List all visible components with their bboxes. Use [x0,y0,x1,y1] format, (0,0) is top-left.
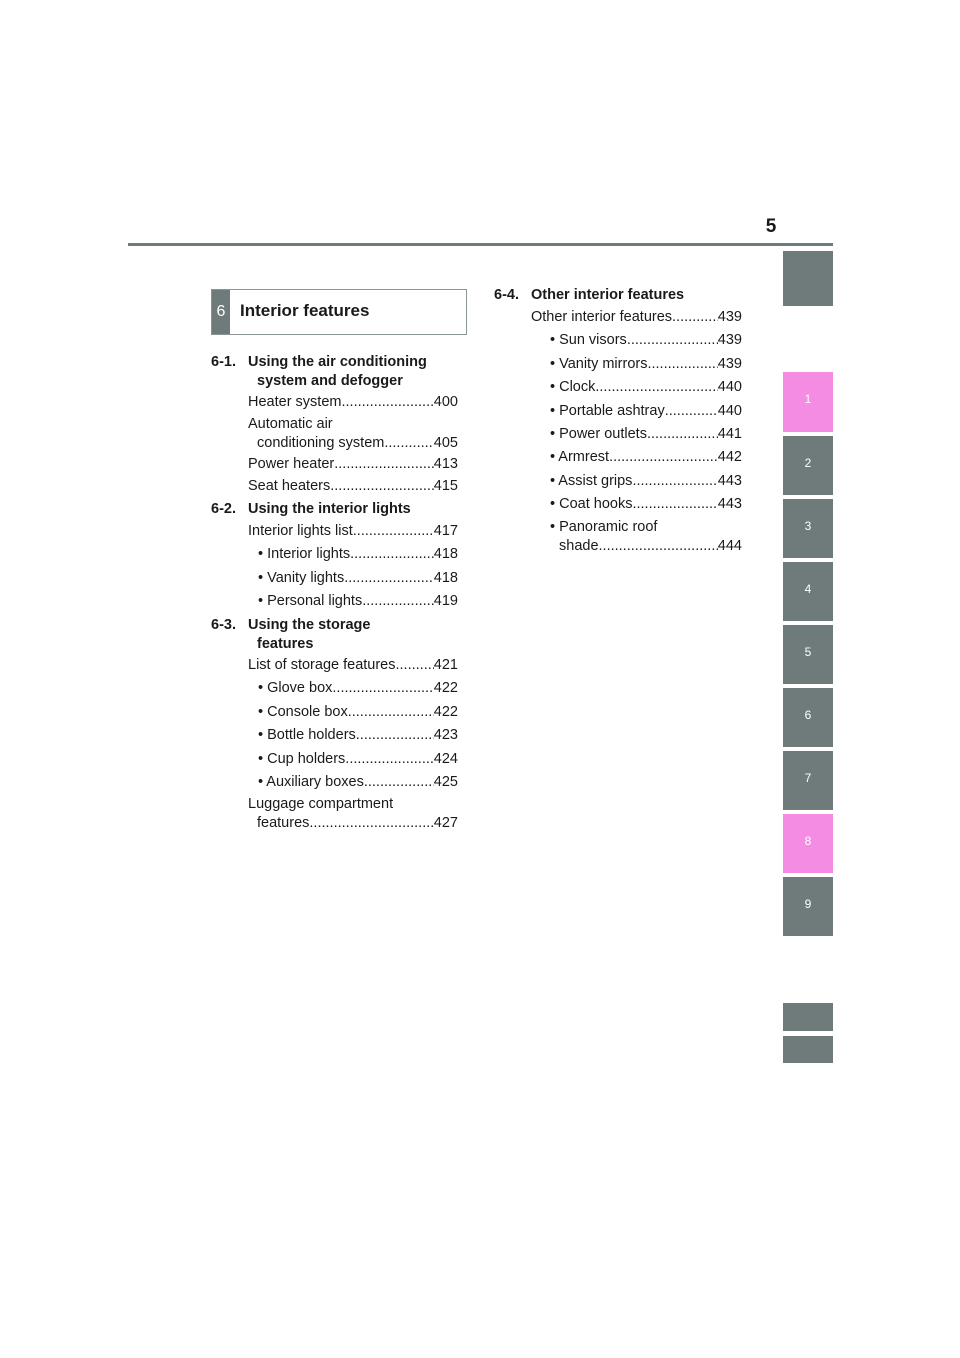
chapter-tab-label: 7 [804,770,812,785]
toc-entry[interactable] [550,402,742,421]
entry-title: • Vanity mirrors [550,356,648,372]
entry-page: 421 [433,657,458,673]
chapter-tab-label: 2 [804,455,812,470]
entry-title: Other interior features [531,309,673,325]
entry-page: 419 [433,593,458,609]
entry-page: 405 [433,435,458,451]
subsection-number: 6-1. [211,354,236,370]
chapter-tab-blank-index2[interactable] [783,1036,833,1063]
entry-page: 439 [717,309,742,325]
entry-title: • Coat hooks [550,496,633,512]
toc-entry[interactable] [248,522,458,541]
entry-page: 417 [433,523,458,539]
chapter-tab-label: 4 [804,581,812,596]
entry-title: • Power outlets [550,426,647,442]
chapter-tab-7[interactable] [783,751,833,810]
toc-entry[interactable] [550,472,742,491]
subsection-heading[interactable] [211,353,458,391]
toc-entry[interactable] [258,679,458,698]
chapter-tab-label: 5 [804,644,812,659]
entry-page: 440 [717,379,742,395]
entry-title: • Personal lights [258,593,363,609]
entry-title: Automatic air [248,416,333,432]
entry-page: 439 [717,356,742,372]
toc-entry[interactable] [258,545,458,564]
subsection-number: 6-3. [211,617,236,633]
entry-page: 418 [433,570,458,586]
toc-entry[interactable] [258,592,458,611]
toc-entry[interactable] [550,331,742,350]
chapter-tab-2[interactable] [783,436,833,495]
entry-title: Seat heaters [248,478,331,494]
subsection-number: 6-2. [211,501,236,517]
toc-entry[interactable] [248,455,458,474]
entry-page: 422 [433,680,458,696]
subsection-heading[interactable] [211,500,458,519]
entry-page: 423 [433,727,458,743]
toc-entry[interactable] [258,726,458,745]
entry-page: 443 [717,496,742,512]
entry-title: • Sun visors [550,332,627,348]
entry-title: • Auxiliary boxes [258,774,364,790]
header-rule [128,243,833,246]
entry-title: • Console box [258,704,348,720]
chapter-tab-8[interactable] [783,814,833,873]
entry-title: Heater system [248,394,342,410]
entry-title: List of storage features [248,657,396,673]
toc-entry[interactable] [248,415,458,453]
section-title: Interior features [240,301,370,320]
chapter-tab-label: 1 [804,392,812,406]
chapter-tab-label: 9 [804,896,812,911]
entry-page: 444 [717,538,742,554]
toc-entry[interactable] [550,518,742,556]
subsection-title: Other interior features [531,287,685,303]
chapter-tab-blank-index1[interactable] [783,1003,833,1031]
toc-entry[interactable] [550,378,742,397]
entry-title: • Interior lights [258,546,351,562]
entry-title: • Cup holders [258,751,346,767]
section-header [211,289,467,335]
entry-title-cont: shade [559,538,599,554]
entry-page: 415 [433,478,458,494]
page-number: 5 [765,216,777,237]
entry-title: • Armrest [550,449,610,465]
subsection-title-cont: system and defogger [257,373,403,389]
subsection-heading[interactable] [211,616,458,654]
toc-entry[interactable] [550,448,742,467]
entry-page: 440 [717,403,742,419]
chapter-tab-1[interactable] [783,372,833,432]
subsection-heading[interactable] [494,286,742,305]
toc-entry[interactable] [258,750,458,769]
toc-entry[interactable] [258,703,458,722]
entry-page: 442 [717,449,742,465]
subsection-number: 6-4. [494,287,519,303]
toc-entry[interactable] [258,569,458,588]
chapter-tab-label: 3 [804,518,812,533]
entry-title: • Clock [550,379,596,395]
entry-page: 443 [717,473,742,489]
subsection-title: Using the storage [248,617,371,633]
entry-title: Luggage compartment [248,796,394,812]
entry-title: • Bottle holders [258,727,356,743]
entry-page: 418 [433,546,458,562]
entry-title: • Portable ashtray [550,403,665,419]
entry-page: 441 [717,426,742,442]
chapter-tab-9[interactable] [783,877,833,936]
toc-entry[interactable] [248,477,458,496]
entry-page: 400 [433,394,458,410]
entry-page: 427 [433,815,458,831]
chapter-tab-label: 6 [804,707,812,722]
toc-entry[interactable] [531,308,742,327]
entry-page: 422 [433,704,458,720]
entry-title: Power heater [248,456,335,472]
section-number: 6 [212,290,230,334]
toc-entry[interactable] [248,656,458,675]
chapter-tab-6[interactable] [783,688,833,747]
toc-entry[interactable] [258,773,458,792]
chapter-tab-label: 8 [804,833,812,848]
chapter-tab-5[interactable] [783,625,833,684]
chapter-tab-blank-top[interactable] [783,251,833,306]
subsection-title: Using the interior lights [248,501,411,517]
entry-title: Interior lights list [248,523,353,539]
entry-page: 425 [433,774,458,790]
entry-page: 439 [717,332,742,348]
toc-entry[interactable] [248,795,458,833]
chapter-tab-4[interactable] [783,562,833,621]
entry-title-cont: features [257,815,310,831]
subsection-title-cont: features [257,636,314,652]
toc-entry[interactable] [550,425,742,444]
subsection-title: Using the air conditioning [248,354,427,370]
entry-title: • Vanity lights [258,570,345,586]
entry-title: • Glove box [258,680,333,696]
toc-entry[interactable] [550,495,742,514]
toc-entry[interactable] [248,393,458,412]
toc-entry[interactable] [550,355,742,374]
entry-title: • Panoramic roof [550,519,658,535]
entry-page: 424 [433,751,458,767]
entry-title-cont: conditioning system [257,435,385,451]
entry-title: • Assist grips [550,473,633,489]
chapter-tab-3[interactable] [783,499,833,558]
entry-page: 413 [433,456,458,472]
